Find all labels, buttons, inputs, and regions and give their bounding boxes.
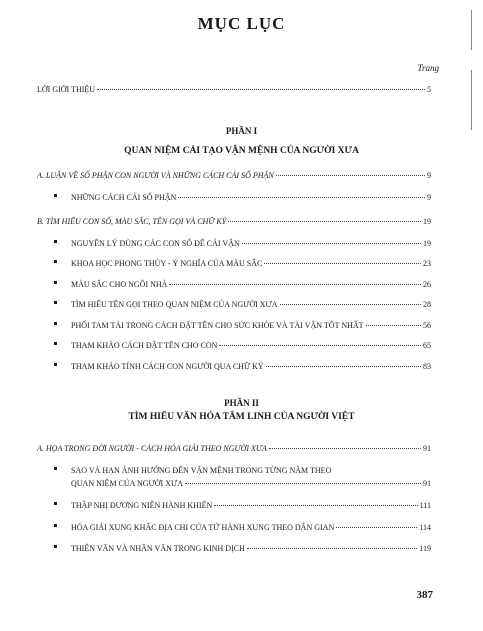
- entry-text: B. TÌM HIỂU CON SỐ, MÀU SẮC, TÊN GỌI VÀ CHỮ KÝ: [37, 217, 227, 226]
- entry-text: A. LUẬN VỀ SỐ PHẬN CON NGƯỜI VÀ NHỮNG CÁCH CẢI SỐ PHẬN: [37, 171, 274, 180]
- part2-subheading: TÌM HIỂU VĂN HÓA TÂM LINH CỦA NGƯỜI VIỆT: [128, 412, 355, 422]
- toc-entry[interactable]: [71, 544, 431, 553]
- dot-leader: [264, 263, 421, 264]
- toc-section-part1-b[interactable]: [37, 217, 431, 226]
- bullet-icon: [54, 363, 57, 366]
- entry-page: 26: [423, 280, 431, 289]
- entry-text: NHỮNG CÁCH CẢI SỐ PHẬN: [71, 193, 177, 202]
- dot-leader: [247, 548, 417, 549]
- entry-page: 9: [427, 193, 431, 202]
- toc-entry[interactable]: [71, 300, 431, 309]
- page-title: MỤC LỤC: [197, 14, 286, 33]
- dot-leader: [276, 175, 425, 176]
- toc-entry[interactable]: [71, 523, 431, 532]
- toc-entry[interactable]: [71, 259, 431, 268]
- bullet-icon: [54, 322, 57, 325]
- entry-page: 65: [423, 341, 431, 350]
- dot-leader: [185, 483, 421, 484]
- scan-edge-mark: [471, 70, 472, 130]
- entry-text: TÌM HIỂU TÊN GỌI THEO QUAN NIỆM CỦA NGƯỜI XƯA: [71, 300, 278, 309]
- part1-heading: PHẦN I: [225, 126, 258, 136]
- toc-entry[interactable]: [71, 341, 431, 350]
- dot-leader: [219, 345, 421, 346]
- page-number: 387: [416, 589, 433, 601]
- bullet-icon: [54, 301, 57, 304]
- entry-text: A. HỌA TRONG ĐỜI NGƯỜI - CÁCH HÓA GIẢI THEO NGƯỜI XƯA: [37, 444, 267, 453]
- toc-entry-line1[interactable]: [71, 466, 331, 475]
- entry-text: NGUYÊN LÝ DÙNG CÁC CON SỐ ĐỂ CẢI VẬN: [71, 239, 240, 248]
- dot-leader: [242, 243, 421, 244]
- entry-page: 56: [423, 321, 431, 330]
- bullet-icon: [54, 502, 57, 505]
- entry-text: MÀU SẮC CHO NGÔI NHÀ: [71, 280, 168, 289]
- toc-entry[interactable]: [71, 193, 431, 202]
- entry-page: 83: [423, 362, 431, 371]
- dot-leader: [97, 89, 425, 90]
- page-column-label: Trang: [417, 63, 439, 73]
- toc-entry[interactable]: [71, 239, 431, 248]
- dot-leader: [178, 197, 425, 198]
- entry-page: 91: [423, 479, 431, 488]
- entry-page: 111: [419, 501, 431, 510]
- bullet-icon: [54, 281, 57, 284]
- dot-leader: [266, 366, 421, 367]
- entry-text: SAO VÀ HẠN ẢNH HƯỞNG ĐẾN VẬN MỆNH TRONG TỪNG NĂM THEO: [71, 466, 332, 475]
- entry-page: 9: [427, 171, 431, 180]
- entry-page: 119: [419, 544, 431, 553]
- entry-text: KHOA HỌC PHONG THỦY - Ý NGHĨA CỦA MÀU SẮC: [71, 259, 263, 268]
- entry-page: 114: [419, 523, 431, 532]
- toc-entry[interactable]: [71, 362, 431, 371]
- entry-page: 23: [423, 259, 431, 268]
- entry-text: THAM KHẢO CÁCH ĐẶT TÊN CHO CON: [71, 341, 218, 350]
- entry-page: 28: [423, 300, 431, 309]
- entry-page: 5: [427, 85, 431, 94]
- toc-entry[interactable]: [71, 321, 431, 330]
- toc-entry[interactable]: [71, 501, 431, 510]
- dot-leader: [169, 284, 421, 285]
- entry-text: THIÊN VĂN VÀ NHÂN VĂN TRONG KINH DỊCH: [71, 544, 245, 553]
- dot-leader: [214, 505, 417, 506]
- dot-leader: [228, 221, 421, 222]
- bullet-icon: [54, 260, 57, 263]
- dot-leader: [366, 325, 421, 326]
- toc-entry-intro[interactable]: [37, 85, 431, 94]
- entry-text: LỜI GIỚI THIỆU: [37, 85, 96, 94]
- bullet-icon: [54, 524, 57, 527]
- entry-page: 19: [423, 239, 431, 248]
- bullet-icon: [54, 545, 57, 548]
- toc-entry[interactable]: [71, 280, 431, 289]
- entry-text: THAM KHẢO TÍNH CÁCH CON NGƯỜI QUA CHỮ KÝ: [71, 362, 264, 371]
- entry-text: HÓA GIẢI XUNG KHẮC ĐỊA CHI CỦA TỨ HÀNH XUNG THEO DÂN GIAN: [71, 523, 335, 532]
- entry-text: PHỐI TAM TÀI TRONG CÁCH ĐẶT TÊN CHO SỨC KHỎE VÀ TÀI VẬN TỐT NHẤT: [71, 321, 364, 330]
- dot-leader: [269, 448, 421, 449]
- dot-leader: [336, 527, 417, 528]
- part1-subheading: QUAN NIỆM CẢI TẠO VẬN MỆNH CỦA NGƯỜI XƯA: [124, 146, 359, 156]
- entry-page: 19: [423, 217, 431, 226]
- toc-section-part1-a[interactable]: [37, 171, 431, 180]
- dot-leader: [280, 304, 421, 305]
- bullet-icon: [54, 240, 57, 243]
- toc-section-part2-a[interactable]: [37, 444, 431, 453]
- part2-heading: PHẦN II: [224, 398, 259, 408]
- entry-text: QUAN NIỆM CỦA NGƯỜI XƯA: [71, 479, 183, 488]
- bullet-icon: [54, 467, 57, 470]
- bullet-icon: [54, 342, 57, 345]
- scan-edge-mark: [471, 10, 472, 50]
- entry-page: 91: [423, 444, 431, 453]
- bullet-icon: [54, 194, 57, 197]
- entry-text: THẬP NHỊ ĐƯƠNG NIÊN HÀNH KHIỂN: [71, 501, 213, 510]
- toc-entry-line2[interactable]: [71, 479, 431, 488]
